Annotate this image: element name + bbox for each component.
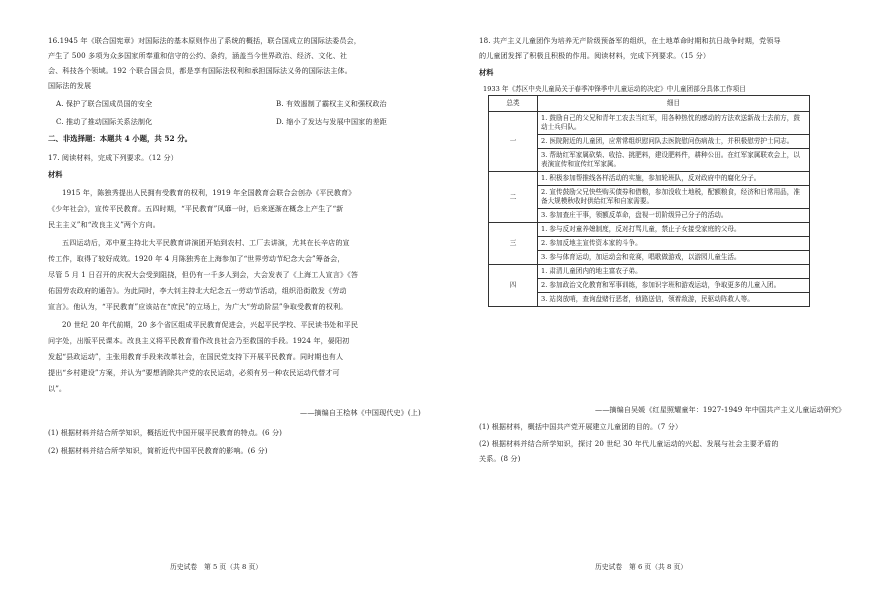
table-header-category: 总类 bbox=[489, 96, 538, 112]
q16-option-c[interactable]: C. 推动了推动国际关系法制化 bbox=[56, 117, 153, 126]
right-page bbox=[435, 0, 870, 615]
q17-line-5: 传工作，取得了较好成效。1920 年 4 月陈独秀在上海参加了“世界劳动节纪念大会”筹备会， bbox=[48, 254, 345, 263]
q17-line-12: 提出“乡村建设”方案，并认为“要想消除共产党的农民运动，必须有另一种农民运动代替才可 bbox=[48, 368, 340, 377]
q18-intro-line-1: 18. 共产主义儿童团作为培养无产阶级预备军的组织，在土地革命时期和抗日战争时期，党领导 bbox=[479, 36, 781, 45]
table-header-detail: 细目 bbox=[538, 96, 810, 112]
table-item: 1. 参与反对童养媳制度，反对打骂儿童，禁止子女接受家庭的父母。 bbox=[538, 223, 810, 237]
table-row bbox=[489, 251, 810, 265]
q16-line-1: 16.1945 年《联合国宪章》对国际法的基本原则作出了系统的概括，联合国成立的国际法委员会， bbox=[48, 36, 361, 45]
table-item: 1. 肃清儿童团内的地主富农子弟。 bbox=[538, 265, 810, 279]
q18-intro-line-2: 的儿童团发挥了积极且积极的作用。阅读材料，完成下列要求。（15 分） bbox=[479, 51, 711, 60]
section-heading: 二、非选择题：本题共 4 小题，共 52 分。 bbox=[48, 134, 192, 143]
q18-sub-question-2-line-2: 关系。(8 分) bbox=[479, 454, 521, 463]
q16-option-a[interactable]: A. 保护了联合国成员国的安全 bbox=[56, 99, 153, 108]
q18-sub-question-2-line-1: (2) 根据材料并结合所学知识，探讨 20 世纪 30 年代儿童运动的兴起、发展与社会主要矛盾的 bbox=[479, 439, 779, 448]
table-row bbox=[489, 209, 810, 223]
q18-sub-question-1: (1) 根据材料，概括中国共产党开展建立儿童团的目的。（7 分） bbox=[479, 422, 683, 431]
page-footer-left: 历史试卷 第 5 页（共 8 页） bbox=[170, 563, 263, 571]
q17-line-1: 1915 年，陈独秀提出人民拥有受教育的权利，1919 年全国教育会联合会创办《平民教育》 bbox=[62, 188, 356, 197]
table-row bbox=[489, 135, 810, 149]
q17-line-6: 尽管 5 月 1 日召开的庆祝大会受到阻挠，但仍有一千多人到会，大会发表了《上海工人宣言》《答 bbox=[48, 270, 359, 279]
q17-line-9: 20 世纪 20 年代前期，20 多个省区组成平民教育促进会，兴起平民学校、平民读书处和平民 bbox=[62, 320, 359, 329]
table-section-cell: 四 bbox=[489, 265, 538, 307]
q17-line-10: 问字处，出版平民课本。改良主义将平民教育看作改良社会乃至救国的手段。1924 年，晏阳初 bbox=[48, 336, 350, 345]
table-row bbox=[489, 223, 810, 237]
table-item: 1. 鼓励自己的父兄和青年工农去当红军，用各种热忱的感动的方法欢送新战士去前方，鼓动士兵归队。 bbox=[538, 112, 810, 135]
table-row bbox=[489, 265, 810, 279]
table-item: 3. 帮助红军家属砍柴、收拾、挑肥料，建设肥料件，耕种公田。在红军家属联欢会上，以表演宣传和宣传红军家属。 bbox=[538, 149, 810, 172]
work-items-table bbox=[488, 95, 810, 307]
table-item: 1. 积极参加帮推线各样活动的实施，参加轮班队，反对政府中的腐化分子。 bbox=[538, 172, 810, 186]
table-row bbox=[489, 149, 810, 172]
table-item: 2. 宣传鼓励父兄快些购买债券和借粮，参加没收土地税，配额粮食，经济和日常用品，准备大规模秋收时供给红军和自家需要。 bbox=[538, 186, 810, 209]
q16-option-d[interactable]: D. 缩小了发达与发展中国家的差距 bbox=[276, 117, 387, 126]
table-row bbox=[489, 293, 810, 307]
q16-line-3: 会、科技各个领域。192 个联合国会员，都是享有国际法权利和承担国际法义务的国际法主体。 bbox=[48, 66, 352, 75]
q17-sub-question-1: (1) 根据材料并结合所学知识，概括近代中国开展平民教育的特点。(6 分) bbox=[48, 428, 283, 437]
table-row bbox=[489, 172, 810, 186]
q17-line-4: 五四运动后，邓中夏主持北大平民教育讲演团开始到农村、工厂去讲演，尤其在长辛店的宣 bbox=[62, 238, 350, 247]
table-header-row bbox=[489, 96, 810, 112]
table-item: 2. 医院附近的儿童团，应常常组织慰问队去医院慰问伤病战士，并积极慰劳护士同志。 bbox=[538, 135, 810, 149]
q16-line-4: 国际法的发展 bbox=[48, 81, 92, 90]
table-section-cell: 三 bbox=[489, 223, 538, 265]
q17-line-7: 佑国劳农政府的通告》。为此同时，李大钊主持北大纪念五一劳动节活动，组织沿街散发《劳动 bbox=[48, 286, 347, 295]
table-row bbox=[489, 279, 810, 293]
q17-intro: 17. 阅读材料，完成下列要求。（12 分） bbox=[48, 153, 178, 162]
q16-line-2: 产生了 500 多项为众多国家所奉重和信守的公约、条约，涵盖当今世界政治、经济、文化、社 bbox=[48, 51, 348, 60]
q18-source: ——摘编自吴媛《红星照耀童年：1927-1949 年中国共产主义儿童运动研究》 bbox=[595, 405, 846, 414]
table-section-cell: 二 bbox=[489, 172, 538, 223]
table-item: 2. 参加政治文化教育和军事训练，参加识字班和游戏运动，争取更多的儿童入团。 bbox=[538, 279, 810, 293]
q17-line-11: 发起“县政运动”，主张用教育手段来改革社会，在国民党支持下开展平民教育。同时期也有人 bbox=[48, 352, 344, 361]
q17-line-8: 宣言》。他认为，“平民教育”应该站在“庶民”的立场上，为广大“劳动阶层”争取受教育的权利。 bbox=[48, 302, 348, 311]
table-row bbox=[489, 237, 810, 251]
q17-line-2: 《少年社会》，宣传平民教育。五四时期，“平民教育”风靡一时，后来逐渐在概念上产生了“新 bbox=[48, 204, 344, 213]
table-item: 2. 参加反地主宣传资本家的斗争。 bbox=[538, 237, 810, 251]
q17-line-3: 民主主义”和“改良主义”两个方向。 bbox=[48, 220, 160, 229]
page-footer-right: 历史试卷 第 6 页（共 8 页） bbox=[595, 563, 688, 571]
q17-source: ——摘编自王桧林《中国现代史》(上) bbox=[300, 408, 421, 417]
q17-material-label: 材料 bbox=[48, 170, 63, 179]
q16-option-b[interactable]: B. 有效遏制了霸权主义和强权政治 bbox=[276, 99, 387, 108]
table-section-cell: 一 bbox=[489, 112, 538, 172]
q18-material-label: 材料 bbox=[479, 68, 494, 77]
q17-sub-question-2: (2) 根据材料并结合所学知识，简析近代中国平民教育的影响。(6 分) bbox=[48, 446, 268, 455]
q17-line-13: 以”。 bbox=[48, 384, 67, 393]
table-row bbox=[489, 112, 810, 135]
table-item: 3. 站岗放哨，查询盘赌行恶者，侦路送信，领着敌游，民驱动阵救人等。 bbox=[538, 293, 810, 307]
table-item: 3. 参加查庄干事，领额反革命，盘视一切阶级异己分子的活动。 bbox=[538, 209, 810, 223]
q18-table-title: 1933 年《苏区中央儿童局关于春季冲锋季中儿童运动的决定》中儿童团部分具体工作项目 bbox=[483, 85, 746, 93]
table-row bbox=[489, 186, 810, 209]
table-item: 3. 参与体育运动，加运动会和竞赛，唱歌做游戏，以游园儿童生活。 bbox=[538, 251, 810, 265]
